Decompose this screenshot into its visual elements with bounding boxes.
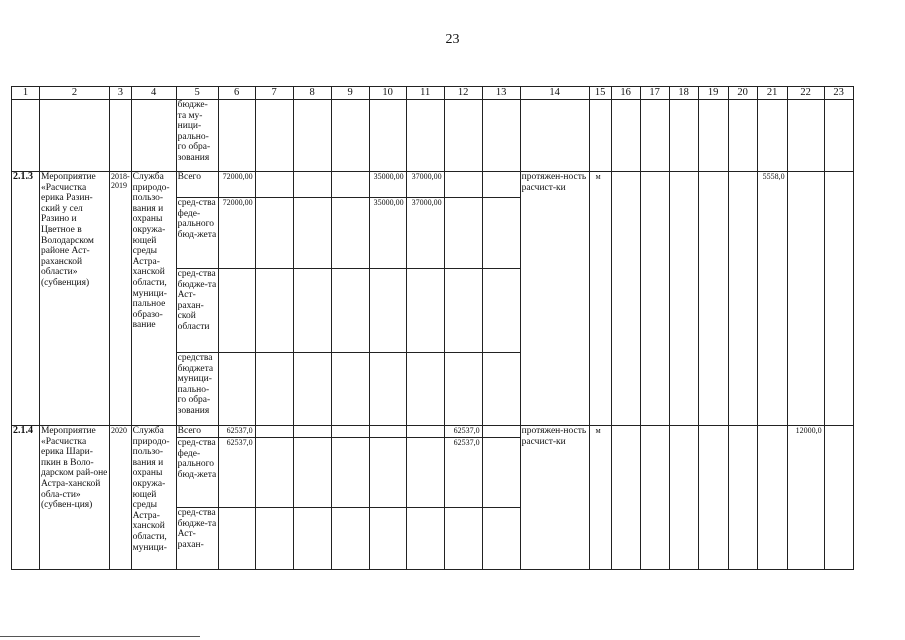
amount-col10: 35000,00 [369,198,406,269]
col-header: 16 [611,87,640,100]
amount-total: 72000,00 [218,172,255,198]
source-label: Всего [176,172,218,198]
col-header: 22 [787,87,824,100]
table-row [12,172,854,198]
continuation-row [12,100,854,172]
amount-col11: 37000,00 [406,198,444,269]
source-label: средства бюджета муници-пально-го обра-зования [176,353,218,426]
col-header: 4 [131,87,176,100]
col-header: 18 [669,87,698,100]
col-header: 20 [728,87,757,100]
col-header: 5 [176,87,218,100]
table-row [12,426,854,438]
col-header: 7 [255,87,293,100]
col-header: 21 [757,87,787,100]
amount-total: 62537,0 [218,438,255,508]
source-label: сред-ства феде-рального бюд-жета [176,198,218,269]
col-header: 19 [698,87,728,100]
source-label: сред-ства феде-рального бюд-жета [176,438,218,508]
col-header: 13 [482,87,520,100]
col-header: 8 [293,87,331,100]
col-header: 12 [444,87,482,100]
measure-years: 2020 [110,426,132,570]
col-header: 9 [331,87,369,100]
col-header: 11 [406,87,444,100]
col-header: 15 [589,87,611,100]
indicator-value: 12000,0 [787,426,824,570]
measure-code: 2.1.3 [12,172,40,426]
amount-total: 62537,0 [218,426,255,438]
col-header: 6 [218,87,255,100]
indicator-value: 5558,0 [757,172,787,426]
col-header: 17 [640,87,669,100]
program-table [11,86,854,570]
source-label: сред-ства бюдже-та Аст-рахан-ской области [176,269,218,353]
amount-col11: 37000,00 [406,172,444,198]
amount-col12: 62537,0 [444,438,482,508]
col-header: 14 [520,87,589,100]
amount-col10: 35000,00 [369,172,406,198]
indicator-name: протяжен-ность расчист-ки [520,426,589,570]
col-header: 3 [110,87,132,100]
col-header: 23 [824,87,853,100]
measure-name: Мероприятие «Расчистка ерика Шари-пкин в Воло-дарском рай-оне Астра-ханской обла-сти» (субвен-ция) [40,426,110,570]
amount-total: 72000,00 [218,198,255,269]
measure-name: Мероприятие «Расчистка ерика Разин-ский у сел Разино и Цветное в Володарском районе Аст-раханской области» (субвенция) [40,172,110,426]
indicator-name: протяжен-ность расчист-ки [520,172,589,426]
indicator-unit: м [589,426,611,570]
source-label: сред-ства бюдже-та Аст-рахан- [176,508,218,570]
page-number: 23 [445,32,460,47]
source-label: Всего [176,426,218,438]
measure-code: 2.1.4 [12,426,40,570]
measure-executor: Служба природо-пользо-вания и охраны окружа-ющей среды Астра-ханской области, муници-пальное образо-вание [131,172,176,426]
col-header: 10 [369,87,406,100]
col-header: 2 [40,87,110,100]
footer-divider [0,636,200,637]
source-label: бюдже- та му- ници- pально- го обра- зования [176,100,218,172]
measure-executor: Служба природо-пользо-вания и охраны окружа-ющей среды Астра-ханской области, муници- [131,426,176,570]
measure-years: 2018-2019 [110,172,132,426]
col-header: 1 [12,87,40,100]
indicator-unit: м [589,172,611,426]
column-number-row [12,87,854,100]
amount-col12: 62537,0 [444,426,482,438]
